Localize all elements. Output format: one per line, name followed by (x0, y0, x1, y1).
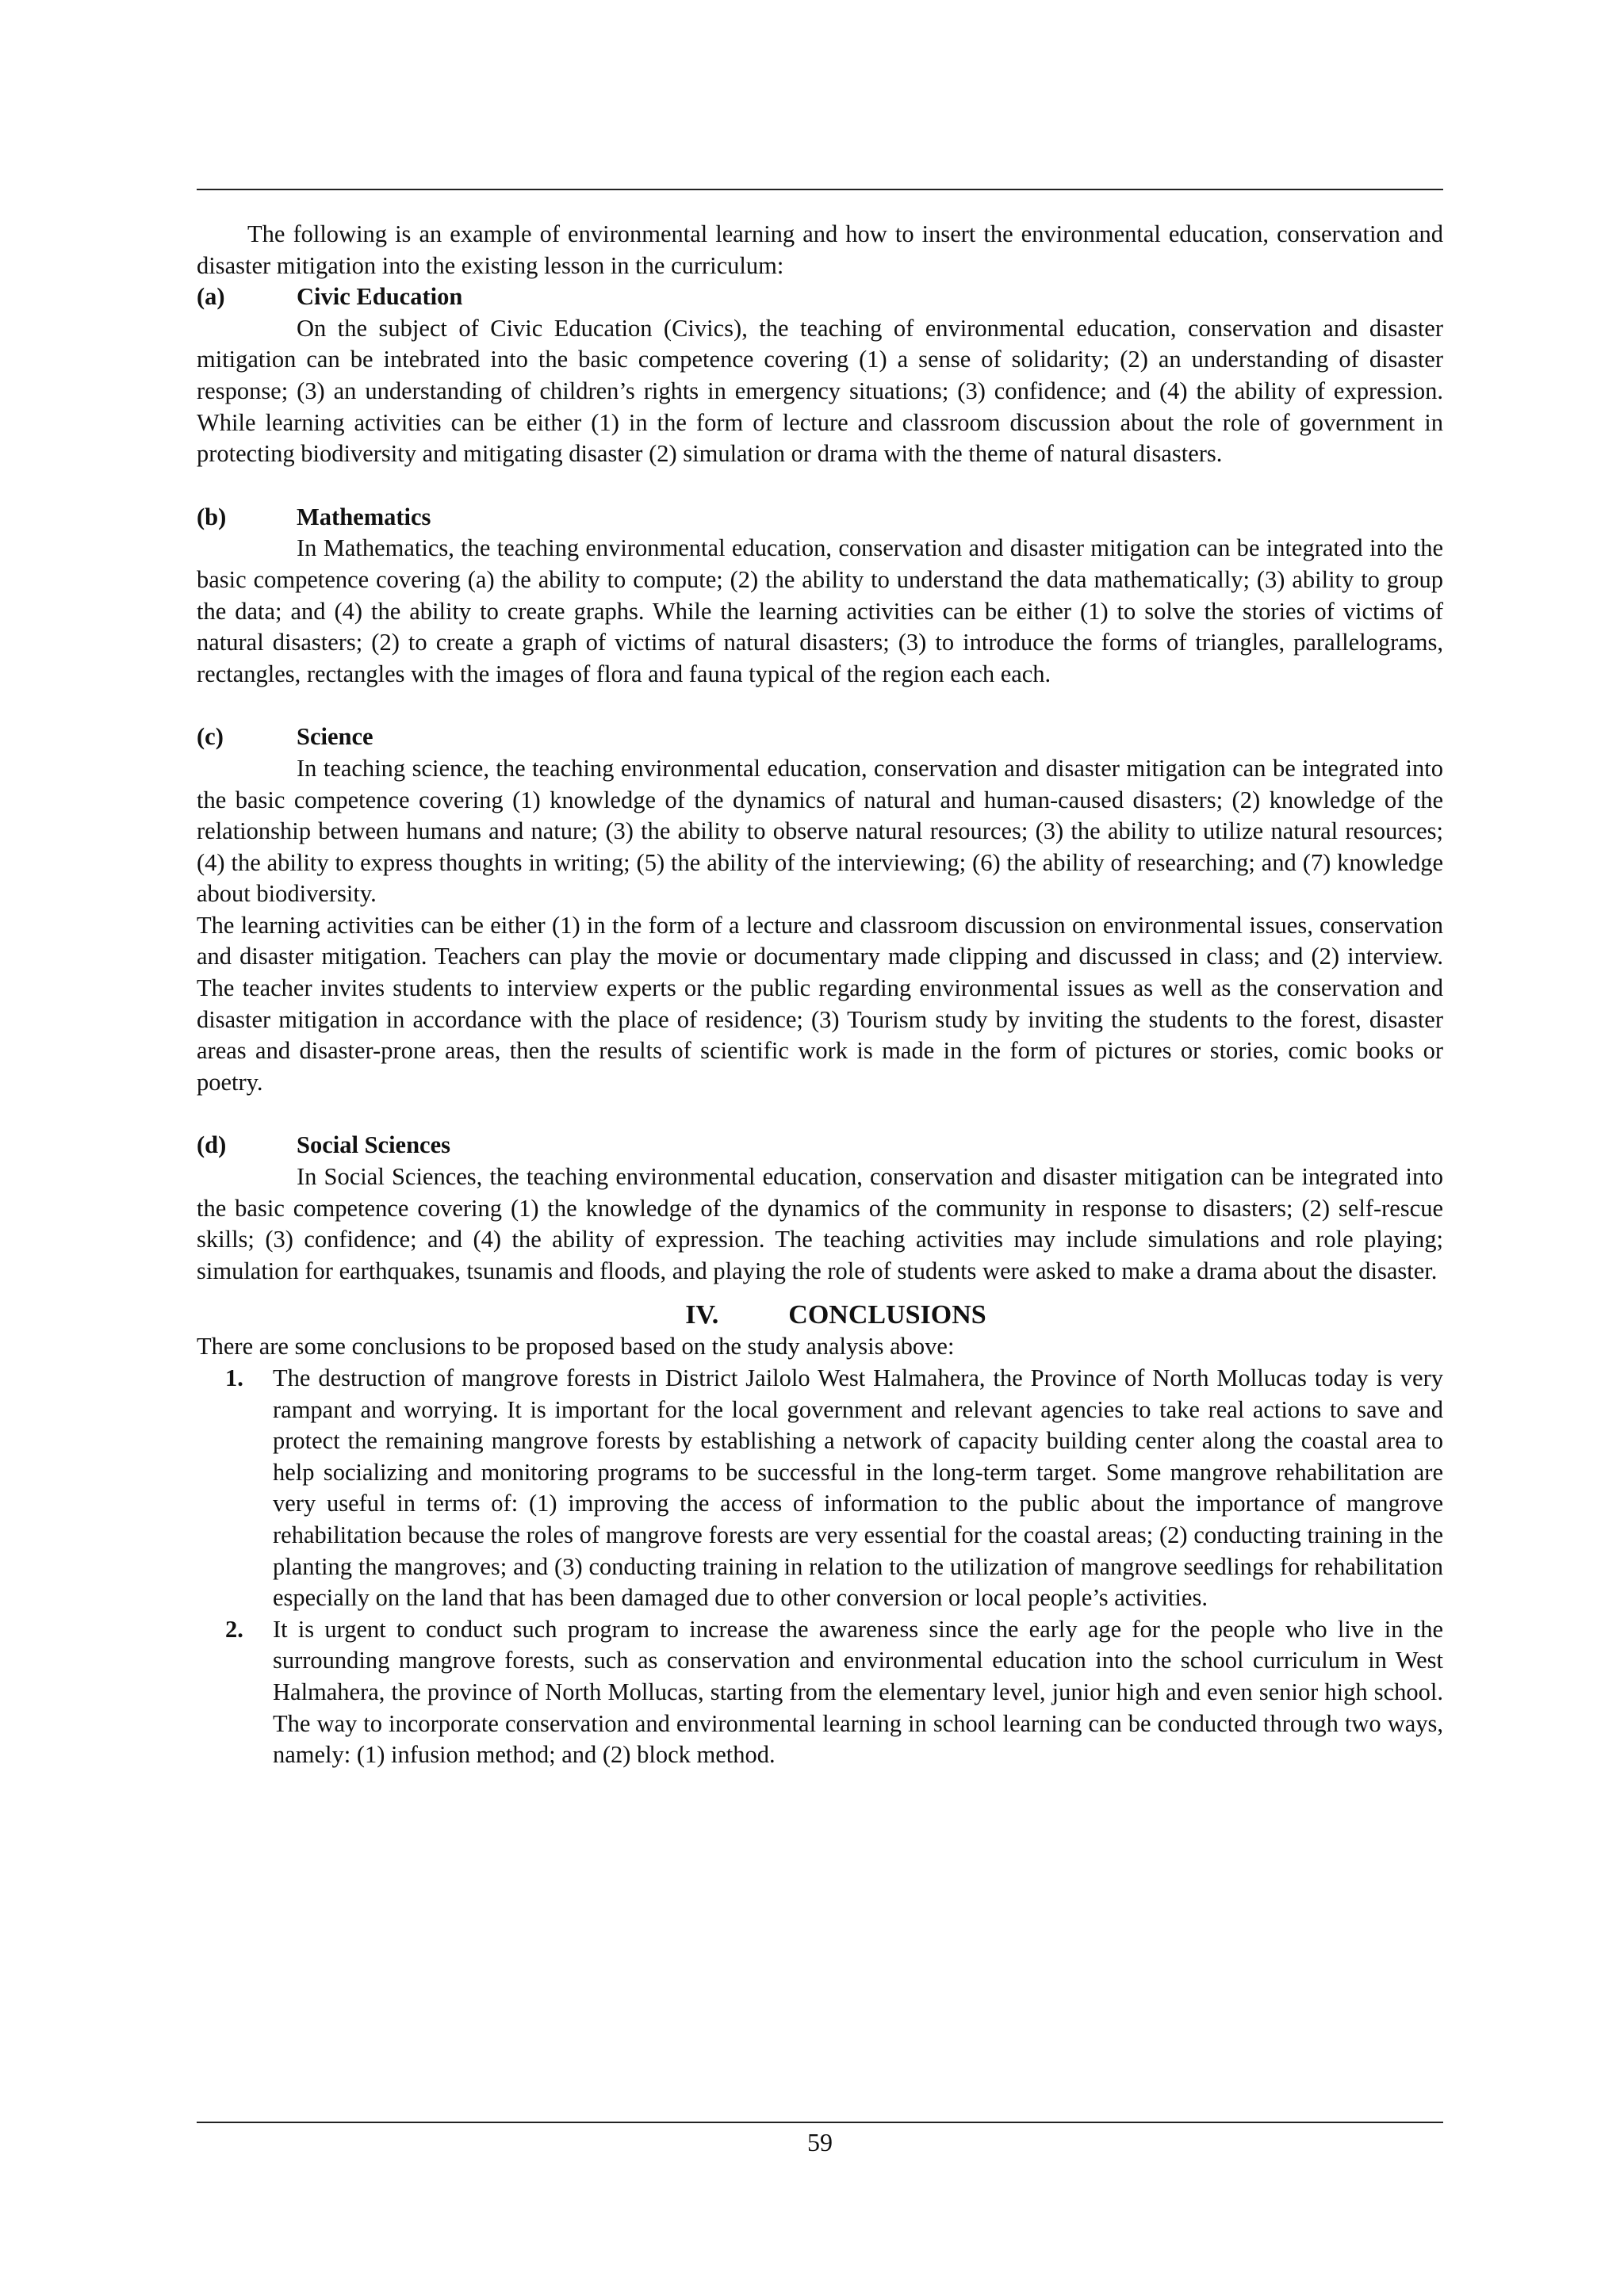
list-item-number: 2. (225, 1615, 243, 1643)
section-heading-mathematics (197, 502, 1443, 534)
section-title: Social Sciences (297, 1131, 450, 1159)
section-label: (b) (197, 503, 227, 530)
intro-paragraph: The following is an example of environmental learning and how to insert the environmental education, conservation and disaster mitigation into the existing lesson in the curriculum: (197, 220, 1443, 279)
conclusions-lead: There are some conclusions to be proposed based on the study analysis above: (197, 1333, 955, 1360)
chapter-number: IV. (685, 1300, 719, 1330)
chapter-title: CONCLUSIONS (788, 1300, 986, 1330)
list-item-text: It is urgent to conduct such program to increase the awareness since the early age for the people who live in the surrounding mangrove forests, such as conservation and environmental education into the school curriculum in West Halmahera, the province of North Mollucas, starting from the elementary level, junior high and even senior high school. The way to incorporate conservation and environmental learning in school learning can be conducted through two ways, namely: (1) infusion method; and (2) block method. (273, 1615, 1443, 1769)
section-title: Civic Education (297, 283, 463, 311)
chapter-heading-conclusions (197, 1299, 1443, 1331)
section-paragraph: On the subject of Civic Education (Civics), the teaching of environmental education, conservation and disaster mitigation can be intebrated into the basic competence covering (1) a sense of solidarity; (2) an understanding of disaster response; (3) an understanding of children’s rights in emergency situations; (3) confidence; and (4) the ability of expression. While learning activities can be either (1) in the form of lecture and classroom discussion about the role of government in protecting biodiversity and mitigating disaster (2) simulation or drama with the theme of natural disasters. (197, 314, 1443, 468)
page-number: 59 (807, 2128, 833, 2156)
list-item (197, 1614, 1443, 1771)
section-paragraph: In Social Sciences, the teaching environmental education, conservation and disaster mitigation can be integrated into the basic competence covering (1) the knowledge of the dynamics of the community in response to disasters; (2) self-rescue skills; (3) confidence; and (4) the ability of expression. The teaching activities may include simulations and role playing; simulation for earthquakes, tsunamis and floods, and playing the role of students were asked to make a drama about the disaster. (197, 1163, 1443, 1284)
list-item-text: The destruction of mangrove forests in District Jailolo West Halmahera, the Province of North Mollucas today is very rampant and worrying. It is important for the local government and relevant agencies to take real actions to save and protect the remaining mangrove forests by establishing a network of capacity building center along the coastal area to help socializing and monitoring programs to be successful in the long-term target. Some mangrove rehabilitation are very useful in terms of: (1) improving the access of information to the public about the importance of mangrove rehabilitation because the roles of mangrove forests are very essential for the coastal areas; (2) conducting training in the planting the mangroves; and (3) conducting training in relation to the utilization of mangrove seedlings for rehabilitation especially on the land that has been damaged due to other conversion or local people’s activities. (273, 1364, 1443, 1612)
section-title: Science (297, 723, 373, 751)
list-item (197, 1363, 1443, 1614)
section-label: (c) (197, 723, 224, 751)
section-label: (d) (197, 1131, 227, 1159)
section-heading-social-sciences (197, 1130, 1443, 1161)
conclusions-list (197, 1363, 1443, 1771)
page-content (197, 219, 1443, 1771)
spacer (197, 470, 1443, 502)
spacer (197, 1098, 1443, 1130)
spacer (197, 690, 1443, 721)
section-paragraph: In Mathematics, the teaching environmental education, conservation and disaster mitigation can be integrated into the basic competence covering (a) the ability to compute; (2) the ability to understand the data mathematically; (3) ability to group the data; and (4) the ability to create graphs. While the learning activities can be either (1) to solve the stories of victims of natural disasters; (2) to create a graph of victims of natural disasters; (3) to introduce the forms of triangles, parallelograms, rectangles, rectangles with the images of flora and fauna typical of the region each each. (197, 534, 1443, 687)
section-paragraph: In teaching science, the teaching environmental education, conservation and disaster mitigation can be integrated into the basic competence covering (1) knowledge of the dynamics of natural and human-caused disasters; (2) knowledge of the relationship between humans and nature; (3) the ability to observe natural resources; (3) the ability to utilize natural resources; (4) the ability to express thoughts in writing; (5) the ability of the interviewing; (6) the ability of researching; and (7) knowledge about biodiversity. (197, 754, 1443, 908)
header-rule (197, 189, 1443, 190)
list-item-number: 1. (225, 1364, 243, 1391)
footer-rule (197, 2122, 1443, 2123)
section-heading-science (197, 721, 1443, 753)
section-title: Mathematics (297, 503, 431, 530)
section-paragraph: The learning activities can be either (1) in the form of a lecture and classroom discussion on environmental issues, conservation and disaster mitigation. Teachers can play the movie or documentary made clipping and discussed in class; and (2) interview. The teacher invites students to interview experts or the public regarding environmental issues as well as the conservation and disaster mitigation in accordance with the place of residence; (3) Tourism study by inviting the students to the forest, disaster areas and disaster-prone areas, then the results of scientific work is made in the form of pictures or stories, comic books or poetry. (197, 911, 1443, 1096)
section-heading-civic-education (197, 281, 1443, 313)
section-label: (a) (197, 283, 225, 311)
